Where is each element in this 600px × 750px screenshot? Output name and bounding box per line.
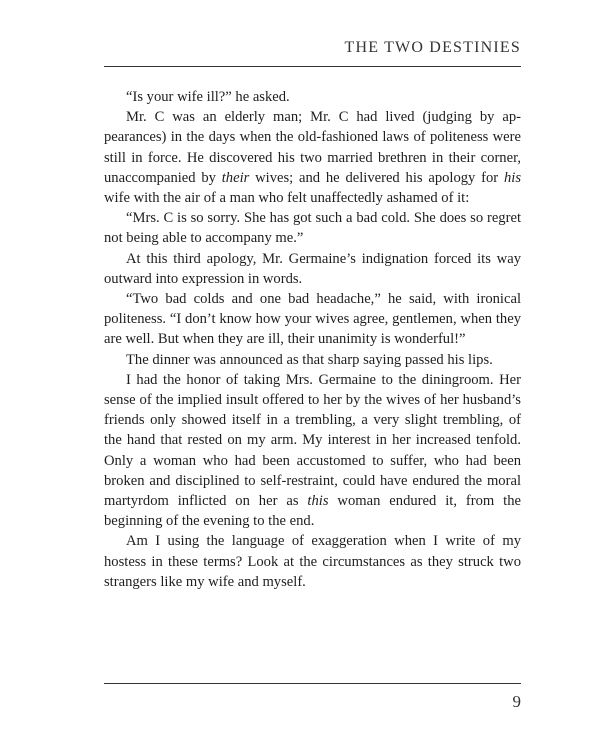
emphasis: their (221, 169, 250, 186)
paragraph: Am I using the language of exaggeration when I write of my hostess in these terms? Look at the circumstances as they struck two strangers like my wife and myself. (104, 533, 521, 590)
paragraph: “Two bad colds and one bad headache,” he said, with ironical politeness. “I don’t know how your wives agree, gentlemen, when they are well. But when they are ill, their unanimity is wonderful!” (104, 291, 521, 348)
page-number: 9 (512, 692, 521, 711)
paragraph: I had the honor of taking Mrs. Germaine to the diningroom. Her sense of the implied insult offered to her by the wives of her husband’s friends only showed itself in a trembling, a very slight trembling, of the hand that rested on my arm. My interest in her increased tenfold. Only a woman who had been accustomed to suffer, who had been broken and disciplined to self-restraint, could have endured the moral martyrdom inflicted on her as this woman endured it, from the beginning of the evening to the end. (104, 371, 521, 530)
footer-rule (104, 683, 521, 684)
emphasis: his (503, 169, 521, 186)
running-header (104, 38, 521, 67)
emphasis: this (307, 493, 329, 510)
running-title: THE TWO DESTINIES (344, 39, 521, 56)
paragraph: “Mrs. C is so sorry. She has got such a bad cold. She does so regret not being able to accompany me.” (104, 210, 521, 247)
page-body (104, 87, 521, 592)
paragraph: The dinner was announced as that sharp saying passed his lips. (126, 351, 493, 368)
paragraph: Mr. C was an elderly man; Mr. C had lived (judging by appearances) in the days when the old-fashioned laws of politeness were still in force. He discovered his two married brethren in their corner, unaccompanied by their wives; and he delivered his apology for his wife with the air of a man who felt unaffectedly ashamed of it: (104, 109, 521, 207)
paragraph: “Is your wife ill?” he asked. (126, 89, 290, 105)
paragraph: At this third apology, Mr. Germaine’s indignation forced its way outward into expression in words. (104, 250, 521, 287)
